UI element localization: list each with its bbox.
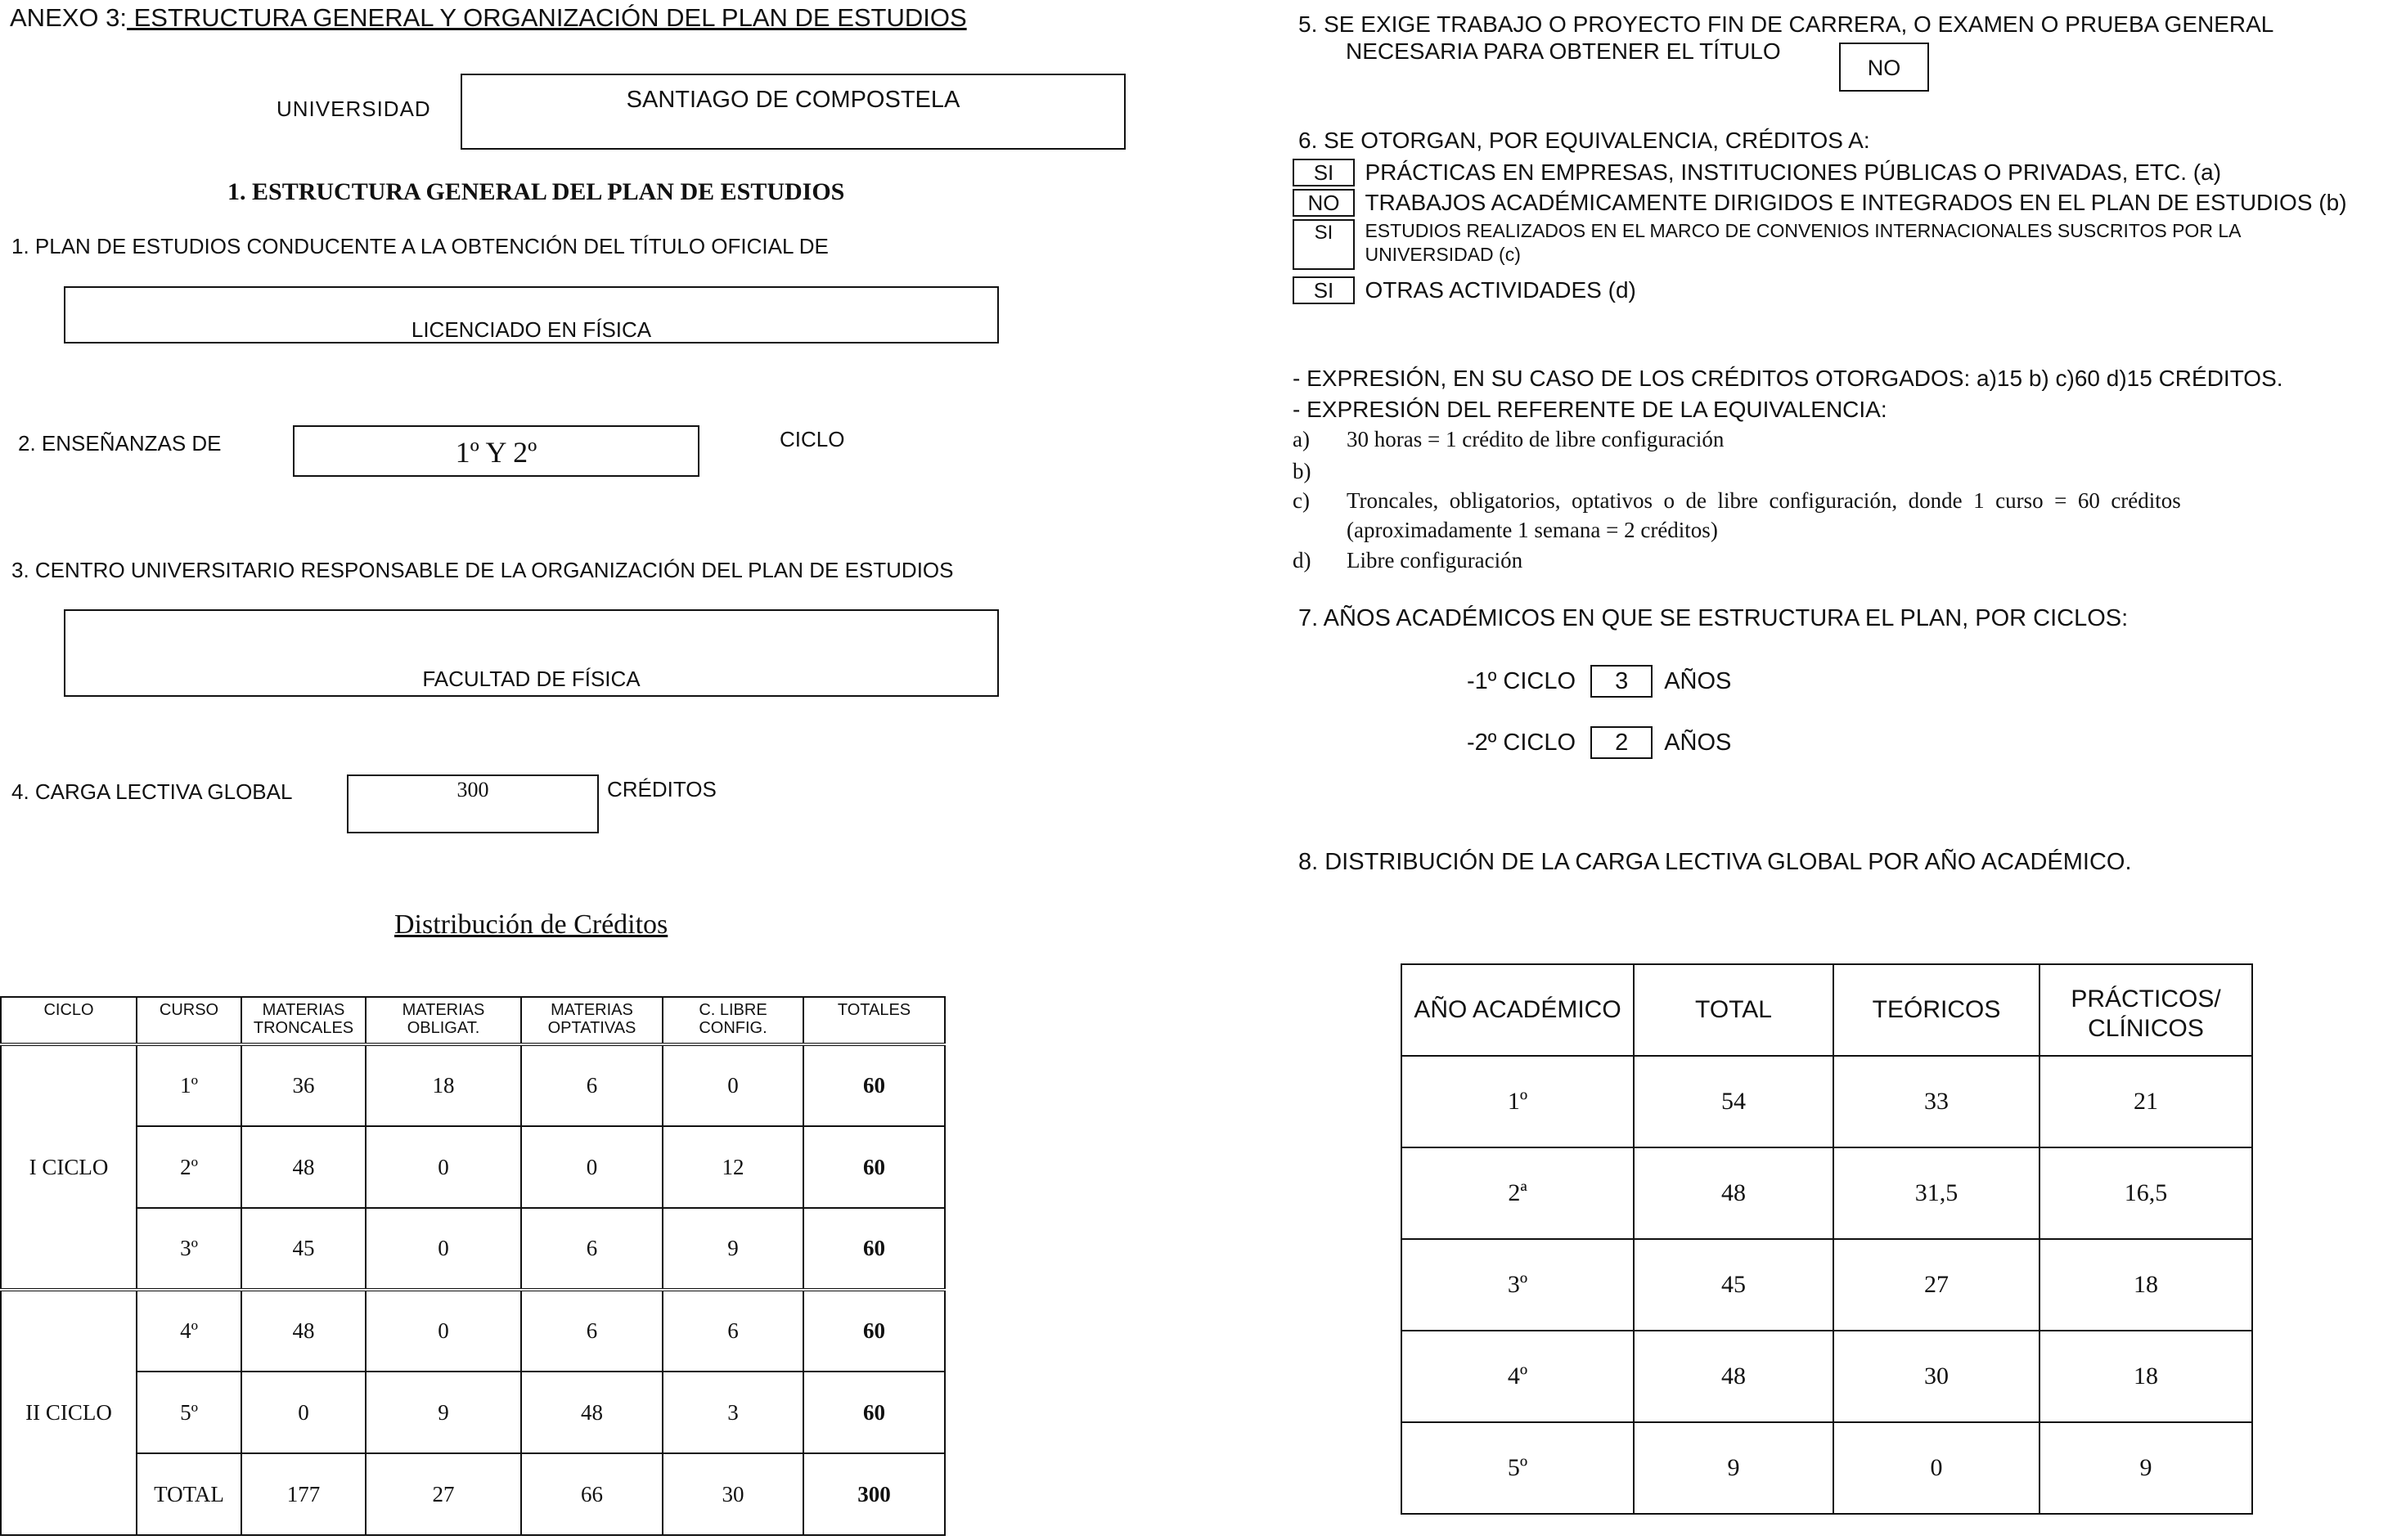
ciclo2-unit: AÑOS bbox=[1664, 730, 1732, 756]
item3-value: FACULTAD DE FÍSICA bbox=[422, 667, 641, 691]
teoricos-cell: 0 bbox=[1833, 1422, 2039, 1514]
ciclo1-unit: AÑOS bbox=[1664, 668, 1732, 694]
universidad-field bbox=[461, 74, 1126, 150]
practicos-cell: 9 bbox=[2039, 1422, 2252, 1514]
table-row bbox=[1401, 1331, 2252, 1422]
libre-cell: 6 bbox=[663, 1290, 803, 1372]
item4-field bbox=[347, 774, 599, 833]
item6-label: 6. SE OTORGAN, POR EQUIVALENCIA, CRÉDITOS A: bbox=[1298, 128, 1870, 153]
annex-label: ANEXO 3: bbox=[10, 3, 127, 32]
teoricos-cell: 33 bbox=[1833, 1056, 2039, 1147]
table-row bbox=[1, 1126, 945, 1208]
ciclo2-label: -2º CICLO bbox=[1467, 730, 1576, 756]
practicos-cell: 21 bbox=[2039, 1056, 2252, 1147]
universidad-label: UNIVERSIDAD bbox=[277, 97, 431, 121]
ciclo1-value: 3 bbox=[1590, 665, 1653, 698]
curso-cell: 2º bbox=[137, 1126, 241, 1208]
ciclo-cell: II CICLO bbox=[1, 1290, 137, 1535]
teoricos-cell: 27 bbox=[1833, 1239, 2039, 1331]
annex-title: ESTRUCTURA GENERAL Y ORGANIZACIÓN DEL PLAN DE ESTUDIOS bbox=[127, 3, 967, 32]
totales-cell: 60 bbox=[803, 1290, 945, 1372]
table-row bbox=[1, 1044, 945, 1126]
item2-field bbox=[293, 425, 699, 477]
year-cell: 4º bbox=[1401, 1331, 1634, 1422]
troncales-cell: 48 bbox=[241, 1290, 366, 1372]
item5-label-line2: NECESARIA PARA OBTENER EL TÍTULO bbox=[1346, 38, 1781, 64]
ciclo-cell: I CICLO bbox=[1, 1044, 137, 1290]
option-c-text: ESTUDIOS REALIZADOS EN EL MARCO DE CONVENIOS INTERNACIONALES SUSCRITOS POR LA bbox=[1365, 220, 2242, 241]
libre-cell: 12 bbox=[663, 1126, 803, 1208]
option-a-answer: SI bbox=[1293, 159, 1355, 186]
credits-table bbox=[0, 996, 946, 1536]
item3-field bbox=[64, 609, 999, 697]
ref-d-text: Libre configuración bbox=[1347, 548, 1523, 572]
col-header-troncales: MATERIAS TRONCALES bbox=[241, 997, 366, 1044]
item7-label: 7. AÑOS ACADÉMICOS EN QUE SE ESTRUCTURA EL PLAN, POR CICLOS: bbox=[1298, 605, 2129, 631]
table-row bbox=[1, 1372, 945, 1453]
col-header-totales: TOTALES bbox=[803, 997, 945, 1044]
item8-label: 8. DISTRIBUCIÓN DE LA CARGA LECTIVA GLOBAL POR AÑO ACADÉMICO. bbox=[1298, 849, 2132, 875]
col-header-ciclo: CICLO bbox=[1, 997, 137, 1044]
total-label-cell: TOTAL bbox=[137, 1453, 241, 1535]
item6-option-b bbox=[1293, 189, 2347, 217]
troncales-cell: 45 bbox=[241, 1208, 366, 1290]
item5-label-line1: 5. SE EXIGE TRABAJO O PROYECTO FIN DE CARRERA, O EXAMEN O PRUEBA GENERAL bbox=[1298, 11, 2274, 37]
teoricos-cell: 30 bbox=[1833, 1331, 2039, 1422]
item1-label: 1. PLAN DE ESTUDIOS CONDUCENTE A LA OBTENCIÓN DEL TÍTULO OFICIAL DE bbox=[11, 234, 829, 258]
expresion-referente: - EXPRESIÓN DEL REFERENTE DE LA EQUIVALENCIA: bbox=[1293, 397, 1887, 422]
item4-value: 300 bbox=[456, 778, 489, 801]
troncales-cell: 0 bbox=[241, 1372, 366, 1453]
practicos-cell: 16,5 bbox=[2039, 1147, 2252, 1239]
total-cell: 54 bbox=[1634, 1056, 1833, 1147]
ciclo2-value: 2 bbox=[1590, 726, 1653, 759]
credits-table-caption: Distribución de Créditos bbox=[394, 909, 668, 940]
obligat-cell: 0 bbox=[366, 1290, 521, 1372]
option-a-text: PRÁCTICAS EN EMPRESAS, INSTITUCIONES PÚBLICAS O PRIVADAS, ETC. (a) bbox=[1365, 159, 2222, 185]
libre-cell: 9 bbox=[663, 1208, 803, 1290]
obligat-cell: 9 bbox=[366, 1372, 521, 1453]
total-row bbox=[1, 1453, 945, 1535]
item2-label: 2. ENSEÑANZAS DE bbox=[18, 431, 222, 456]
obligat-cell: 0 bbox=[366, 1208, 521, 1290]
item6-option-d bbox=[1293, 276, 1636, 304]
table-row bbox=[1401, 1239, 2252, 1331]
optativas-cell: 48 bbox=[521, 1372, 663, 1453]
obligat-cell: 18 bbox=[366, 1044, 521, 1126]
ref-c-line1: Troncales, obligatorios, optativos o de libre configuración, donde 1 curso = 60 créditos bbox=[1347, 488, 2181, 513]
universidad-value: SANTIAGO DE COMPOSTELA bbox=[626, 87, 960, 113]
table-row bbox=[1401, 1147, 2252, 1239]
curso-cell: 4º bbox=[137, 1290, 241, 1372]
col-header-optativas: MATERIAS OPTATIVAS bbox=[521, 997, 663, 1044]
libre-cell: 3 bbox=[663, 1372, 803, 1453]
option-c-texts bbox=[1365, 219, 2241, 267]
ref-a-key: a) bbox=[1293, 427, 1310, 451]
practicos-cell: 18 bbox=[2039, 1239, 2252, 1331]
totales-cell: 60 bbox=[803, 1126, 945, 1208]
totales-cell: 60 bbox=[803, 1044, 945, 1126]
table-row bbox=[1, 1290, 945, 1372]
ciclo1-row bbox=[1467, 665, 1731, 698]
optativas-cell: 6 bbox=[521, 1208, 663, 1290]
table-row bbox=[1, 1208, 945, 1290]
total-cell: 9 bbox=[1634, 1422, 1833, 1514]
troncales-cell: 48 bbox=[241, 1126, 366, 1208]
totales-cell: 60 bbox=[803, 1208, 945, 1290]
item2-suffix: CICLO bbox=[780, 427, 845, 451]
obligat-cell: 0 bbox=[366, 1126, 521, 1208]
libre-total-cell: 30 bbox=[663, 1453, 803, 1535]
optativas-cell: 0 bbox=[521, 1126, 663, 1208]
option-c-text2: UNIVERSIDAD (c) bbox=[1365, 244, 1521, 265]
year-cell: 3º bbox=[1401, 1239, 1634, 1331]
troncales-cell: 36 bbox=[241, 1044, 366, 1126]
optativas-cell: 6 bbox=[521, 1044, 663, 1126]
total-cell: 48 bbox=[1634, 1147, 1833, 1239]
curso-cell: 5º bbox=[137, 1372, 241, 1453]
item6-option-a bbox=[1293, 159, 2221, 186]
col-header-teoricos: TEÓRICOS bbox=[1833, 964, 2039, 1056]
document-header bbox=[10, 3, 967, 33]
col-header-libre: C. LIBRE CONFIG. bbox=[663, 997, 803, 1044]
ciclo2-row bbox=[1467, 726, 1731, 759]
ref-a-text: 30 horas = 1 crédito de libre configuración bbox=[1347, 427, 1725, 451]
col-header-ano: AÑO ACADÉMICO bbox=[1401, 964, 1634, 1056]
ref-c-key: c) bbox=[1293, 488, 1310, 513]
totales-cell: 60 bbox=[803, 1372, 945, 1453]
expresion-creditos: - EXPRESIÓN, EN SU CASO DE LOS CRÉDITOS OTORGADOS: a)15 b) c)60 d)15 CRÉDITOS. bbox=[1293, 366, 2283, 391]
obligat-total-cell: 27 bbox=[366, 1453, 521, 1535]
item6-option-c bbox=[1293, 219, 2241, 270]
option-b-text: TRABAJOS ACADÉMICAMENTE DIRIGIDOS E INTEGRADOS EN EL PLAN DE ESTUDIOS (b) bbox=[1365, 190, 2347, 215]
curso-cell: 1º bbox=[137, 1044, 241, 1126]
item4-suffix: CRÉDITOS bbox=[607, 777, 717, 801]
table-row bbox=[1401, 1422, 2252, 1514]
section1-heading: 1. ESTRUCTURA GENERAL DEL PLAN DE ESTUDIOS bbox=[227, 178, 845, 205]
item4-label: 4. CARGA LECTIVA GLOBAL bbox=[11, 779, 293, 804]
optativas-total-cell: 66 bbox=[521, 1453, 663, 1535]
option-d-text: OTRAS ACTIVIDADES (d) bbox=[1365, 277, 1636, 303]
teoricos-cell: 31,5 bbox=[1833, 1147, 2039, 1239]
year-cell: 5º bbox=[1401, 1422, 1634, 1514]
item3-label: 3. CENTRO UNIVERSITARIO RESPONSABLE DE LA ORGANIZACIÓN DEL PLAN DE ESTUDIOS bbox=[11, 558, 954, 582]
total-cell: 48 bbox=[1634, 1331, 1833, 1422]
option-b-answer: NO bbox=[1293, 189, 1355, 217]
item1-value: LICENCIADO EN FÍSICA bbox=[411, 317, 652, 342]
libre-cell: 0 bbox=[663, 1044, 803, 1126]
table-row bbox=[1401, 1056, 2252, 1147]
ref-d-key: d) bbox=[1293, 548, 1311, 572]
total-cell: 45 bbox=[1634, 1239, 1833, 1331]
optativas-cell: 6 bbox=[521, 1290, 663, 1372]
col-header-obligat: MATERIAS OBLIGAT. bbox=[366, 997, 521, 1044]
years-table bbox=[1401, 963, 2253, 1515]
year-cell: 1º bbox=[1401, 1056, 1634, 1147]
option-d-answer: SI bbox=[1293, 276, 1355, 304]
troncales-total-cell: 177 bbox=[241, 1453, 366, 1535]
col-header-total: TOTAL bbox=[1634, 964, 1833, 1056]
ciclo1-label: -1º CICLO bbox=[1467, 668, 1576, 694]
curso-cell: 3º bbox=[137, 1208, 241, 1290]
practicos-cell: 18 bbox=[2039, 1331, 2252, 1422]
item5-field bbox=[1839, 43, 1929, 92]
item5-value: NO bbox=[1867, 56, 1901, 80]
ref-c-line2: (aproximadamente 1 semana = 2 créditos) bbox=[1347, 518, 1718, 542]
col-header-practicos: PRÁCTICOS/ CLÍNICOS bbox=[2039, 964, 2252, 1056]
year-cell: 2ª bbox=[1401, 1147, 1634, 1239]
ref-b-key: b) bbox=[1293, 459, 1311, 483]
col-header-curso: CURSO bbox=[137, 997, 241, 1044]
option-c-answer: SI bbox=[1293, 219, 1355, 270]
item1-field bbox=[64, 286, 999, 343]
item2-value: 1º Y 2º bbox=[455, 436, 537, 469]
grand-total-cell: 300 bbox=[803, 1453, 945, 1535]
